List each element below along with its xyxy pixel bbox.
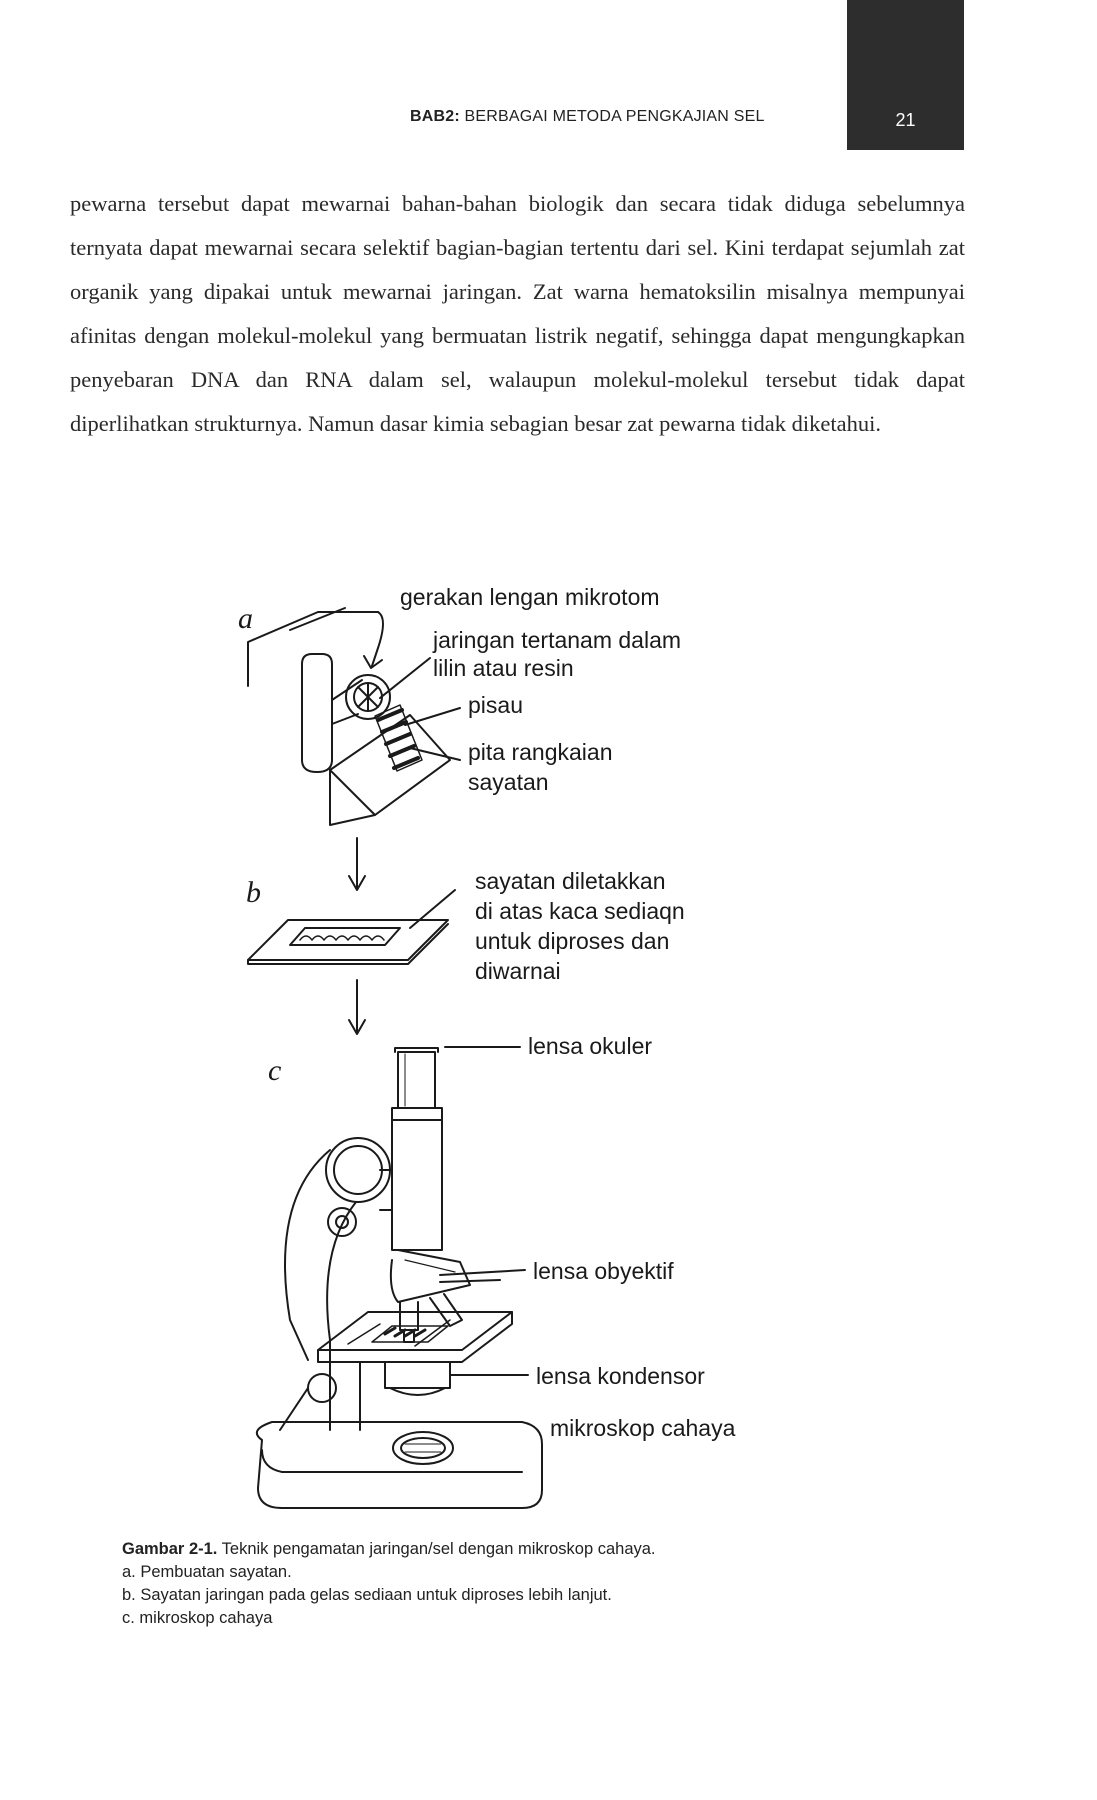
step-a-letter: a <box>238 602 253 635</box>
page-number: 21 <box>895 110 916 130</box>
label-slide-line2: di atas kaca sediaqn <box>475 898 685 924</box>
figure-caption <box>122 1538 842 1630</box>
light-microscope-drawing <box>257 1047 542 1508</box>
label-microscope: mikroskop cahaya <box>550 1415 736 1441</box>
caption-title <box>122 1538 842 1561</box>
microtome-drawing <box>248 608 460 825</box>
label-eyepiece: lensa okuler <box>528 1033 653 1059</box>
chapter-title: BERBAGAI METODA PENGKAJIAN SEL <box>459 108 765 125</box>
running-header <box>410 108 765 126</box>
glass-slide-drawing <box>248 890 455 964</box>
label-arm-motion: gerakan lengan mikrotom <box>400 584 660 610</box>
chapter-label: BAB2: <box>410 108 460 125</box>
label-ribbon-line2: sayatan <box>468 769 549 795</box>
caption-item-b: b. Sayatan jaringan pada gelas sediaan untuk diproses lebih lanjut. <box>122 1586 612 1604</box>
body-text <box>70 182 965 446</box>
caption-figure-number: Gambar 2-1. <box>122 1540 218 1558</box>
label-embedded-line1: jaringan tertanam dalam <box>433 627 682 653</box>
figure-2-1 <box>0 560 1097 1520</box>
label-ribbon-line1: pita rangkaian <box>468 739 613 765</box>
label-condenser: lensa kondensor <box>536 1363 705 1389</box>
step-c-letter: c <box>268 1054 282 1087</box>
label-objective: lensa obyektif <box>533 1258 674 1284</box>
caption-figure-title: Teknik pengamatan jaringan/sel dengan mikroskop cahaya. <box>217 1540 656 1558</box>
label-slide-line3: untuk diproses dan <box>475 928 670 954</box>
step-b-letter: b <box>246 876 261 909</box>
body-paragraph: pewarna tersebut dapat mewarnai bahan-bahan biologik dan secara tidak diduga sebelumnya ternyata dapat mewarnai secara selektif bagian-bagian tertentu dari sel. Kini terdapat sejumlah zat organik yang dipakai untuk mewarnai jaringan. Zat warna hematoksilin misalnya mempunyai afinitas dengan molekul-molekul yang bermuatan listrik negatif, sehingga dapat mengungkapkan penyebaran DNA dan RNA dalam sel, walaupun molekul-molekul tersebut tidak dapat diperlihatkan strukturnya. Namun dasar kimia sebagian besar zat pewarna tidak diketahui. <box>70 191 965 436</box>
caption-item-c: c. mikroskop cahaya <box>122 1609 273 1627</box>
label-knife: pisau <box>468 692 523 718</box>
label-embedded-line2: lilin atau resin <box>433 655 574 681</box>
caption-item-a: a. Pembuatan sayatan. <box>122 1563 292 1581</box>
label-slide-line1: sayatan diletakkan <box>475 868 666 894</box>
label-slide-line4: diwarnai <box>475 958 561 984</box>
